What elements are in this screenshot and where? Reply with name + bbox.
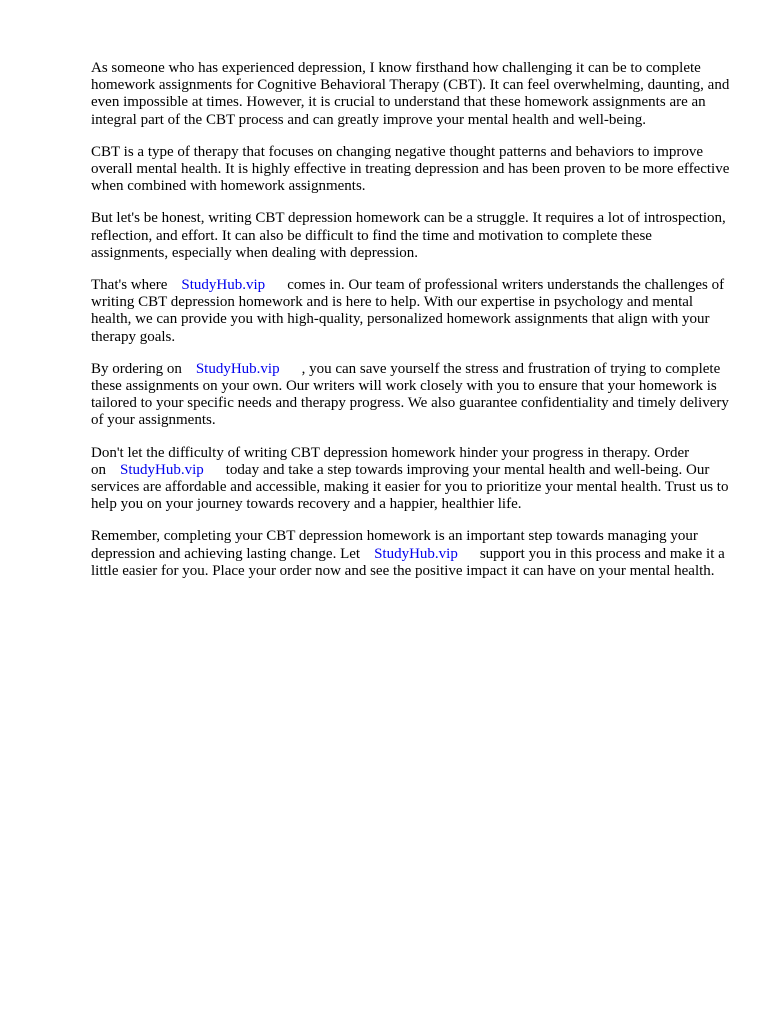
- studyhub-link[interactable]: StudyHub.vip: [181, 277, 266, 294]
- paragraph-text: CBT is a type of therapy that focuses on changing negative thought patterns and behaviors to improve overall mental health. It is highly effective in treating depression and has been proven to be more effective when combined with homework assignments.: [91, 143, 730, 195]
- paragraph-text-after: support you in this process and make it a little easier for you. Place your order now and see the positive impact it can have on your mental health.: [91, 545, 725, 579]
- paragraph-text-before: Don't let the difficulty of writing CBT depression homework hinder your progress in therapy. Order on: [91, 444, 690, 478]
- paragraph-text-after: comes in. Our team of professional writers understands the challenges of writing CBT depression homework and is here to help. With our expertise in psychology and mental health, we can provide you with high-quality, personalized homework assignments that align with your therapy goals.: [91, 277, 725, 345]
- paragraph-remember: [91, 528, 731, 580]
- paragraph-struggle: [91, 210, 731, 262]
- paragraph-text-after: today and take a step towards improving your mental health and well-being. Our services are affordable and accessible, making it easier for you to prioritize your mental health. Trust us to help you on your journey towards recovery and a happier, healthier life.: [91, 461, 729, 513]
- paragraph-cbt-definition: [91, 144, 731, 196]
- paragraph-thats-where: [91, 277, 731, 346]
- studyhub-link[interactable]: StudyHub.vip: [195, 360, 280, 377]
- paragraph-text-before: That's where: [91, 277, 168, 294]
- paragraph-text-before: Remember, completing your CBT depression homework is an important step towards managing your depression and achieving lasting change. Let: [91, 528, 698, 562]
- studyhub-link[interactable]: StudyHub.vip: [120, 461, 204, 478]
- studyhub-link[interactable]: StudyHub.vip: [374, 545, 458, 562]
- paragraph-text: As someone who has experienced depression, I know firsthand how challenging it can be to complete homework assignments for Cognitive Behavioral Therapy (CBT). It can feel overwhelming, daunting, and even impossible at times. However, it is crucial to understand that these homework assignments are an integral part of the CBT process and can greatly improve your mental health and well-being.: [91, 60, 730, 128]
- paragraph-dont-let: [91, 445, 731, 514]
- paragraph-intro: [91, 60, 731, 129]
- paragraph-text-after: , you can save yourself the stress and frustration of trying to complete these assignments on your own. Our writers will work closely with you to ensure that your homework is tailored to your specific needs and therapy progress. We also guarantee confidentiality and timely delivery of your assignments.: [91, 360, 729, 429]
- paragraph-text-before: By ordering on: [91, 360, 182, 377]
- paragraph-text: But let's be honest, writing CBT depression homework can be a struggle. It requires a lot of introspection, reflection, and effort. It can also be difficult to find the time and motivation to complete these assignments, especially when dealing with depression.: [91, 210, 726, 261]
- paragraph-by-ordering: [91, 361, 731, 430]
- document-body: [91, 60, 731, 595]
